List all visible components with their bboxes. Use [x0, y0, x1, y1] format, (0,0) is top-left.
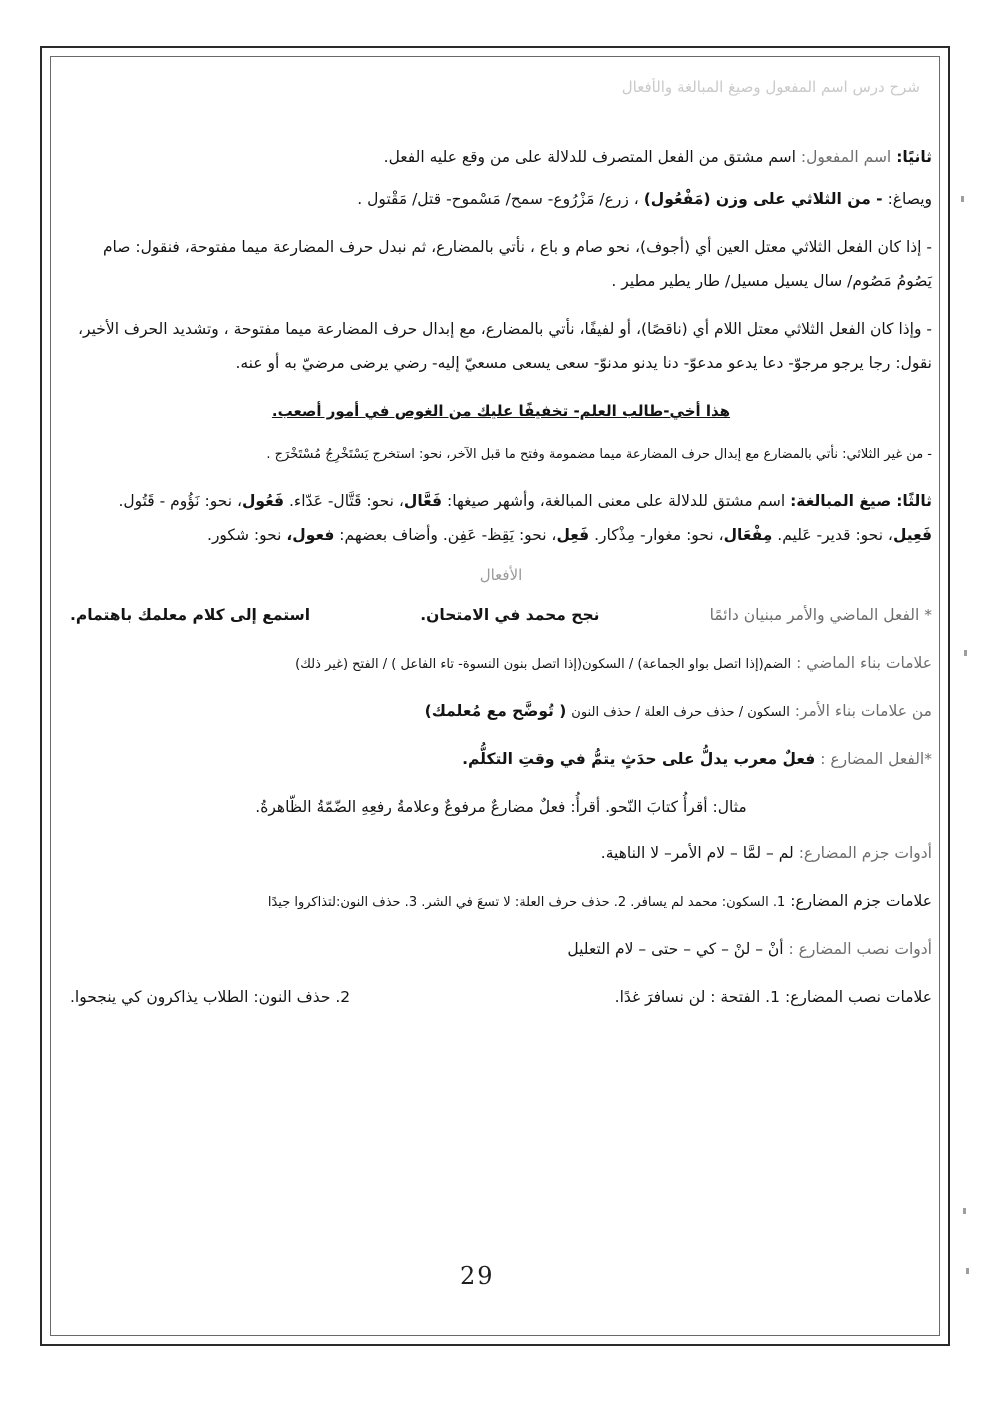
defective-verb-rule: - وإذا كان الفعل الثلاثي معتل اللام أي (ناقصًا)، أو لفيفًا، نأتي بالمضارع، مع إبدال حرف المضارعة ميما مفتوحة ، وتشديد الحرف الأخير، نقول: رجا يرجو مرجوّ- دعا يدعو مدعوّ- دنا يدنو مدنوّ- سعى يسعى مسعيّ إليه- رضي يرضى مرضيّ به أو عنه. [78, 320, 932, 372]
tools-label: أدوات نصب المضارع : [788, 940, 932, 958]
form-rule: - من الثلاثي على وزن (مَفْعُول) [643, 190, 883, 208]
past-build-signs [70, 646, 932, 680]
nasb-sign: 2. حذف النون: الطلاب يذاكرون كي ينجحوا. [70, 988, 351, 1006]
nasb-signs-right [615, 980, 932, 1014]
form-examples: ، زرع/ مَزْرُوع- سمح/ مَسْموح- قتل/ مَقْتول . [357, 190, 639, 208]
scan-mark [964, 650, 967, 656]
section-label: ثانيًا: [896, 148, 932, 166]
nasb-signs [70, 980, 932, 1014]
jazm-signs [70, 884, 932, 918]
signs-text: الضم(إذا اتصل بواو الجماعة) / السكون(إذا اتصل بنون النسوة- تاء الفاعل ) / الفتح (غير ذلك) [295, 657, 792, 672]
present-label: *الفعل المضارع : [820, 750, 932, 768]
warning-line [70, 394, 932, 428]
note: ( تُوضَّح مع مُعلمك) [424, 702, 567, 720]
pattern-example: ، نحو: قَتَّال- عَدّاء. [289, 492, 404, 510]
nasb-tools [70, 932, 932, 966]
faded-header: شرح درس اسم المفعول وصيغ المبالغة والأفعال [621, 78, 920, 96]
present-verb-definition [70, 742, 932, 776]
present-example: مثال: أقرأُ كتابَ النّحو. أقرأُ: فعلٌ مضارعٌ مرفوعٌ وعلامةُ رفعِهِ الضّمّةُ الظّاهرةُ. [255, 798, 747, 816]
passive-participle-form [70, 182, 932, 216]
added-intro: وأضاف بعضهم: [339, 526, 438, 544]
pattern-example: ، نحو: يَقِظ- عَفِن. [442, 526, 557, 544]
section-label: ثالثًا: [896, 492, 932, 510]
page-number: 29 [460, 1262, 495, 1290]
pattern-example: ، نحو: نَؤُوم - قَتُول. [118, 492, 242, 510]
imperative-example: استمع إلى كلام معلمك باهتمام. [70, 606, 311, 624]
pattern: فَعُول [241, 492, 285, 510]
form-intro: ويصاغ: [887, 190, 932, 208]
signs-label: من علامات بناء الأمر: [794, 702, 932, 720]
definition-text: اسم مشتق للدلالة على معنى المبالغة، وأشهر صيغها: [447, 492, 786, 510]
non-triliteral-rule: - من غير الثلاثي: نأتي بالمضارع مع إبدال حرف المضارعة ميما مضمومة وفتح ما قبل الآخر، نحو: استخرج يَسْتَخْرِجُ مُسْتَخْرَج . [266, 447, 932, 462]
pattern-example: ، نحو: قدير- عَليم. [777, 526, 893, 544]
tools-text: لم – لمَّا – لام الأمر– لا الناهية. [600, 844, 794, 862]
signs-text: 1. السكون: محمد لم يسافر. 2. حذف حرف العلة: لا تسعَ في الشر. 3. حذف النون:لتذاكروا جيدًا [267, 895, 786, 910]
warning-text: هذا أخي-طالب العلم- تخفيفًا عليك من الغوص في أمور أصعب. [271, 402, 731, 420]
document-body [70, 140, 932, 1028]
tools-label: أدوات جزم المضارع: [798, 844, 932, 862]
section-title: صيغ المبالغة: [790, 492, 892, 510]
pattern: مِفْعَال [723, 526, 773, 544]
jazm-tools [70, 836, 932, 870]
definition-text: اسم مشتق من الفعل المتصرف للدلالة على من وقع عليه الفعل. [383, 148, 796, 166]
past-imperative-text: * الفعل الماضي والأمر مبنيان دائمًا [709, 606, 932, 624]
signs-label: علامات بناء الماضي : [796, 654, 932, 672]
scan-mark [963, 1208, 966, 1214]
past-imperative-row [70, 598, 932, 632]
imperative-build-signs [70, 694, 932, 728]
signs-label: علامات جزم المضارع: [790, 892, 932, 910]
intensive-forms [70, 484, 932, 552]
scan-mark [961, 196, 964, 202]
passive-participle-definition [70, 140, 932, 174]
pattern: فعول، [286, 526, 335, 544]
pattern-example: ، نحو: مغوار- مِذْكار. [594, 526, 724, 544]
pattern: فَعِيل [892, 526, 932, 544]
nasb-sign: 1. الفتحة : لن نسافرَ غدًا. [614, 988, 780, 1006]
hollow-verb-rule: - إذا كان الفعل الثلاثي معتل العين أي (أجوف)، نحو صام و باع ، نأتي بالمضارع، ثم نبدل حرف المضارعة ميما مفتوحة، فنقول: صام يَصُومُ مَصُوم/ سال يسيل مسيل/ طار يطير مطير . [102, 238, 932, 290]
past-example: نجح محمد في الامتحان. [420, 606, 600, 624]
pattern: فَعِل [556, 526, 590, 544]
signs-label: علامات نصب المضارع: [784, 988, 932, 1006]
section-title: اسم المفعول: [800, 148, 892, 166]
verbs-heading: الأفعال [479, 566, 523, 584]
signs-text: السكون / حذف حرف العلة / حذف النون [571, 705, 790, 720]
pattern-example: نحو: شكور. [207, 526, 282, 544]
present-definition: فعلٌ معرب يدلُّ على حدَثٍ يتمُّ في وقتِ التكلُّم. [462, 750, 816, 768]
scan-mark [966, 1268, 969, 1274]
pattern: فَعَّال [403, 492, 443, 510]
tools-text: أنْ – لنْ – كي – حتى – لام التعليل [567, 940, 784, 958]
